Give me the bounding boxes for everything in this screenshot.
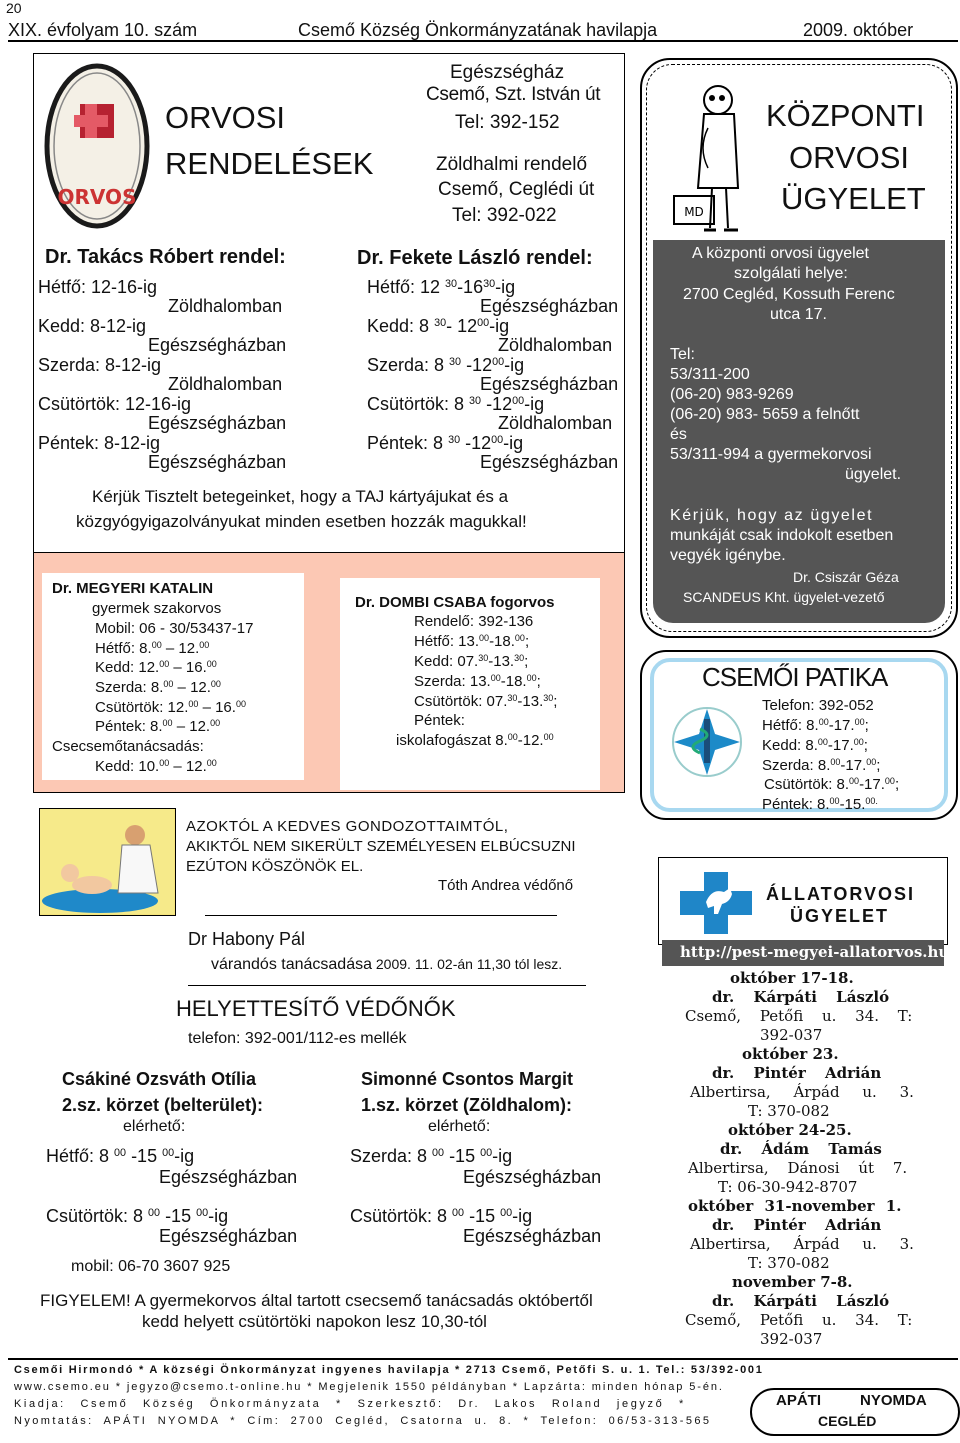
takacs-row-2: Kedd: 8-12-ig — [38, 316, 147, 336]
patika-hetfo: Hétfő: 8.00-17.00; — [762, 717, 869, 734]
megyeri-kedd: Kedd: 12.00 – 16.00 — [95, 659, 217, 676]
zoldhalmi-address: Csemő, Ceglédi út — [438, 179, 595, 200]
vet-phone-3: T: 06-30-942-8707 — [718, 1178, 858, 1196]
footer-line-4: Nyomtatás: APÁTI NYOMDA * Cím: 2700 Cegléd, Csatorna u. 8. * Telefon: 06/53-313-565 — [14, 1415, 712, 1427]
zoldhalmi-phone: Tel: 392-022 — [452, 205, 557, 226]
pharmacy-snake-icon — [670, 705, 744, 779]
egeszseghaz-phone: Tel: 392-152 — [455, 112, 560, 133]
vet-name-1: dr. Kárpáti László — [712, 988, 890, 1006]
simonne-place-2: Egészségházban — [463, 1226, 602, 1246]
simonne-place-1: Egészségházban — [463, 1167, 602, 1187]
fekete-row-1: Hétfő: 12 $^{30}-16^{30}-ig$ — [367, 277, 516, 297]
ugyelet-signature-role: SCANDEUS Kht. ügyelet-vezető — [683, 589, 885, 605]
vet-date-2: október 23. — [742, 1045, 839, 1063]
divider-1 — [205, 915, 557, 916]
csakine-reachable: elérhető: — [123, 1118, 186, 1135]
megyeri-title: gyermek szakorvos — [92, 600, 222, 617]
megyeri-pentek: Péntek: 8.00 – 12.00 — [95, 718, 221, 735]
vet-phone-2: T: 370-082 — [748, 1102, 830, 1120]
ugyelet-kerjuk-2: munkáját csak indokolt esetben — [670, 527, 894, 544]
vedono-message-2: AKIKTŐL NEM SIKERÜLT SZEMÉLYESEN ELBÚCSUZNI — [186, 838, 576, 855]
nurse-baby-image — [39, 808, 176, 916]
fekete-place-3: Egészségházban — [480, 374, 619, 394]
simonne-szerda: Szerda: 8 $^{00}$ -15 $^{00}$-ig — [350, 1146, 513, 1166]
dombi-iskola: iskolafogászat 8.00-12.00 — [396, 732, 554, 749]
patika-csutortok: Csütörtök: 8.00-17.00; — [764, 776, 900, 793]
csakine-mobile: mobil: 06-70 3607 925 — [71, 1258, 231, 1275]
csakine-place-2: Egészségházban — [159, 1226, 298, 1246]
takacs-place-2: Egészségházban — [148, 335, 287, 355]
vet-address-2: Albertirsa, Árpád u. 3. — [690, 1083, 914, 1101]
footer-line-1: Csemői Hirmondó * A községi Önkormányzat ingyenes havilapja * 2713 Csemő, Petőfi S. u. 1. Tel.: 53/392-001 — [14, 1364, 764, 1376]
vet-address-3: Albertirsa, Dánosi út 7. — [688, 1159, 908, 1177]
svg-text:MD: MD — [684, 205, 704, 219]
csakine-place-1: Egészségházban — [159, 1167, 298, 1187]
vet-address-1: Csemő, Petőfi u. 34. T: — [685, 1007, 913, 1025]
vet-name-3: dr. Ádám Tamás — [720, 1140, 882, 1158]
allatorvos-title-2: ÜGYELET — [790, 906, 890, 926]
svg-text:ORVOS: ORVOS — [57, 185, 137, 209]
vet-phone-1: 392-037 — [760, 1026, 823, 1044]
dombi-szerda: Szerda: 13.00-18.00; — [414, 673, 541, 690]
allatorvos-title-1: ÁLLATORVOSI — [766, 884, 916, 904]
fekete-row-2: Kedd: 8 $^{30}$- $12^{00}-ig$ — [367, 316, 510, 336]
megyeri-mobile: Mobil: 06 - 30/53437-17 — [95, 620, 254, 637]
fekete-place-2: Zöldhalomban — [498, 335, 613, 355]
megyeri-szerda: Szerda: 8.00 – 12.00 — [95, 679, 221, 696]
takacs-row-1: Hétfő: 12-16-ig — [38, 277, 158, 297]
fekete-heading: Dr. Fekete László rendel: — [357, 247, 593, 269]
vedono-signature: Tóth Andrea védőnő — [438, 877, 574, 894]
page-number: 20 — [6, 0, 22, 16]
helyettesito-heading: HELYETTESÍTŐ VÉDŐNŐK — [176, 996, 456, 1021]
doctor-cartoon — [668, 78, 758, 238]
zoldhalmi-name: Zöldhalmi rendelő — [436, 154, 588, 175]
vet-cross-dog-icon — [680, 872, 752, 934]
takacs-row-5: Péntek: 8-12-ig — [38, 433, 161, 453]
simonne-district: 1.sz. körzet (Zöldhalom): — [361, 1095, 573, 1115]
megyeri-csutortok: Csütörtök: 12.00 – 16.00 — [95, 699, 246, 716]
vedono-message-1: AZOKTÓL A KEDVES GONDOZOTTAIMTÓL, — [186, 818, 509, 835]
helyettesito-phone: telefon: 392-001/112-es mellék — [188, 1030, 407, 1047]
orvosi-title-line2: RENDELÉSEK — [165, 146, 374, 181]
patika-pentek: Péntek: 8.00-15.$^{00.}$ — [762, 796, 878, 813]
egeszseghaz-address: Csemő, Szt. István út — [426, 84, 601, 105]
ugyelet-tel-6: ügyelet. — [845, 466, 902, 483]
megyeri-hetfo: Hétfő: 8.00 – 12.00 — [95, 640, 210, 657]
ugyelet-signature-name: Dr. Csiszár Géza — [793, 569, 899, 585]
csakine-name: Csákiné Ozsváth Otília — [62, 1069, 257, 1089]
publication-title: Csemő Község Önkormányzatának havilapja — [298, 20, 658, 40]
patika-szerda: Szerda: 8.00-17.00; — [762, 757, 881, 774]
dombi-hetfo: Hétfő: 13.00-18.00; — [414, 633, 530, 650]
vet-address-5: Csemő, Petőfi u. 34. T: — [685, 1311, 913, 1329]
orvos-badge — [42, 62, 152, 230]
ugyelet-tel-1: 53/311-200 — [670, 366, 750, 383]
simonne-reachable: elérhető: — [428, 1118, 491, 1135]
dombi-csutortok: Csütörtök: 07.30-13.30; — [414, 693, 558, 710]
figyelem-line-1: FIGYELEM! A gyermekorvos által tartott csecsemő tanácsadás októbertől — [40, 1291, 593, 1310]
egeszseghaz-name: Egészségház — [450, 62, 565, 83]
vet-date-5: november 7-8. — [732, 1273, 853, 1291]
ugyelet-tel-5: 53/311-994 a gyermekorvosi — [670, 446, 872, 463]
logo-cegled: CEGLÉD — [818, 1413, 877, 1429]
patika-title: CSEMŐI PATIKA — [702, 662, 888, 692]
ugyelet-kerjuk-1: Kérjük, hogy az ügyelet — [670, 507, 874, 524]
dombi-phone: Rendelő: 392-136 — [414, 613, 534, 630]
simonne-name: Simonné Csontos Margit — [361, 1069, 574, 1089]
red-cross-icon — [74, 104, 114, 138]
takacs-place-1: Zöldhalomban — [168, 296, 283, 316]
csakine-hetfo: Hétfő: 8 $^{00}$ -15 $^{00}$-ig — [46, 1146, 195, 1166]
vet-name-5: dr. Kárpáti László — [712, 1292, 890, 1310]
takacs-place-5: Egészségházban — [148, 452, 287, 472]
vet-phone-5: 392-037 — [760, 1330, 823, 1348]
ugyelet-tel-3: (06-20) 983- 5659 a felnőtt — [670, 406, 860, 423]
fekete-row-3: Szerda: 8 $^{30}$ $-12^{00}-ig$ — [367, 355, 525, 375]
csecsemo-kedd: Kedd: 10.00 – 12.00 — [95, 758, 217, 775]
allatorvos-url[interactable]: http://pest-megyei-allatorvos.hu — [680, 943, 950, 961]
fekete-place-5: Egészségházban — [480, 452, 619, 472]
ugyelet-title-2: ORVOSI — [789, 140, 910, 175]
vet-phone-4: T: 370-082 — [748, 1254, 830, 1272]
volume-info: XIX. évfolyam 10. szám — [8, 20, 198, 40]
kerjuk-line-1: Kérjük Tisztelt betegeinket, hogy a TAJ kártyájukat és a — [92, 487, 509, 506]
figyelem-line-2: kedd helyett csütörtöki napokon lesz 10,30-tól — [142, 1312, 487, 1331]
fekete-place-1: Egészségházban — [480, 296, 619, 316]
vet-name-2: dr. Pintér Adrián — [712, 1064, 882, 1082]
ugyelet-a2: szolgálati helye: — [734, 265, 848, 282]
takacs-place-3: Zöldhalomban — [168, 374, 283, 394]
habony-info: várandós tanácsadása 2009. 11. 02-án 11,30 tól lesz. — [211, 956, 563, 973]
dombi-pentek: Péntek: — [414, 712, 465, 729]
vet-date-4: október 31-november 1. — [688, 1197, 902, 1215]
logo-apati: APÁTI — [776, 1392, 821, 1409]
logo-nyomda: NYOMDA — [860, 1392, 927, 1409]
divider-2 — [188, 985, 586, 986]
fekete-row-4: Csütörtök: 8 $^{30}$ $-12^{00}-ig$ — [367, 394, 545, 414]
ugyelet-kerjuk-3: vegyék igénybe. — [670, 547, 786, 564]
ugyelet-a4: utca 17. — [770, 306, 827, 323]
csakine-district: 2.sz. körzet (belterület): — [62, 1095, 264, 1115]
footer-divider — [8, 1358, 958, 1360]
vet-name-4: dr. Pintér Adrián — [712, 1216, 882, 1234]
vet-date-3: október 24-25. — [728, 1121, 852, 1139]
habony-name: Dr Habony Pál — [188, 929, 306, 949]
footer-line-3: Kiadja: Csemő Község Önkormányzata * Szerkesztő: Dr. Lakos Roland jegyző * — [14, 1398, 686, 1410]
issue-date: 2009. október — [803, 20, 914, 40]
vet-date-1: október 17-18. — [730, 969, 854, 987]
ugyelet-title-1: KÖZPONTI — [766, 98, 925, 133]
vedono-message-3: EZÚTON KÖSZÖNÖK EL. — [186, 858, 364, 875]
ugyelet-a3: 2700 Cegléd, Kossuth Ferenc — [683, 286, 895, 303]
csecsemo-heading: Csecsemőtanácsadás: — [52, 738, 204, 755]
takacs-heading: Dr. Takács Róbert rendel: — [45, 246, 286, 268]
footer-line-2: www.csemo.eu * jegyzo@csemo.t-online.hu * Megjelenik 1550 példányban * Lapzárta: minden hónap 5-én. — [14, 1381, 724, 1393]
fekete-row-5: Péntek: 8 $^{30}$ $-12^{00}-ig$ — [367, 433, 524, 453]
ugyelet-title-3: ÜGYELET — [781, 181, 926, 216]
ugyelet-tel-label: Tel: — [670, 346, 695, 363]
patika-phone: Telefon: 392-052 — [762, 697, 874, 714]
csakine-csutortok: Csütörtök: 8 $^{00}$ -15 $^{00}$-ig — [46, 1206, 229, 1226]
vet-address-4: Albertirsa, Árpád u. 3. — [690, 1235, 914, 1253]
patika-kedd: Kedd: 8.00-17.00; — [762, 737, 868, 754]
fekete-place-4: Zöldhalomban — [498, 413, 613, 433]
kerjuk-line-2: közgyógyigazolványukat minden esetben hozzák magukkal! — [76, 512, 527, 531]
ugyelet-a1: A központi orvosi ügyelet — [692, 245, 869, 262]
simonne-csutortok: Csütörtök: 8 $^{00}$ -15 $^{00}$-ig — [350, 1206, 533, 1226]
takacs-row-4: Csütörtök: 12-16-ig — [38, 394, 192, 414]
ugyelet-tel-4: és — [670, 426, 687, 443]
takacs-place-4: Egészségházban — [148, 413, 287, 433]
header-divider — [8, 40, 958, 42]
dombi-kedd: Kedd: 07.30-13.30; — [414, 653, 529, 670]
orvosi-title-line1: ORVOSI — [165, 100, 286, 135]
dombi-name: Dr. DOMBI CSABA fogorvos — [355, 594, 555, 611]
megyeri-name: Dr. MEGYERI KATALIN — [52, 580, 214, 597]
ugyelet-tel-2: (06-20) 983-9269 — [670, 386, 794, 403]
takacs-row-3: Szerda: 8-12-ig — [38, 355, 162, 375]
